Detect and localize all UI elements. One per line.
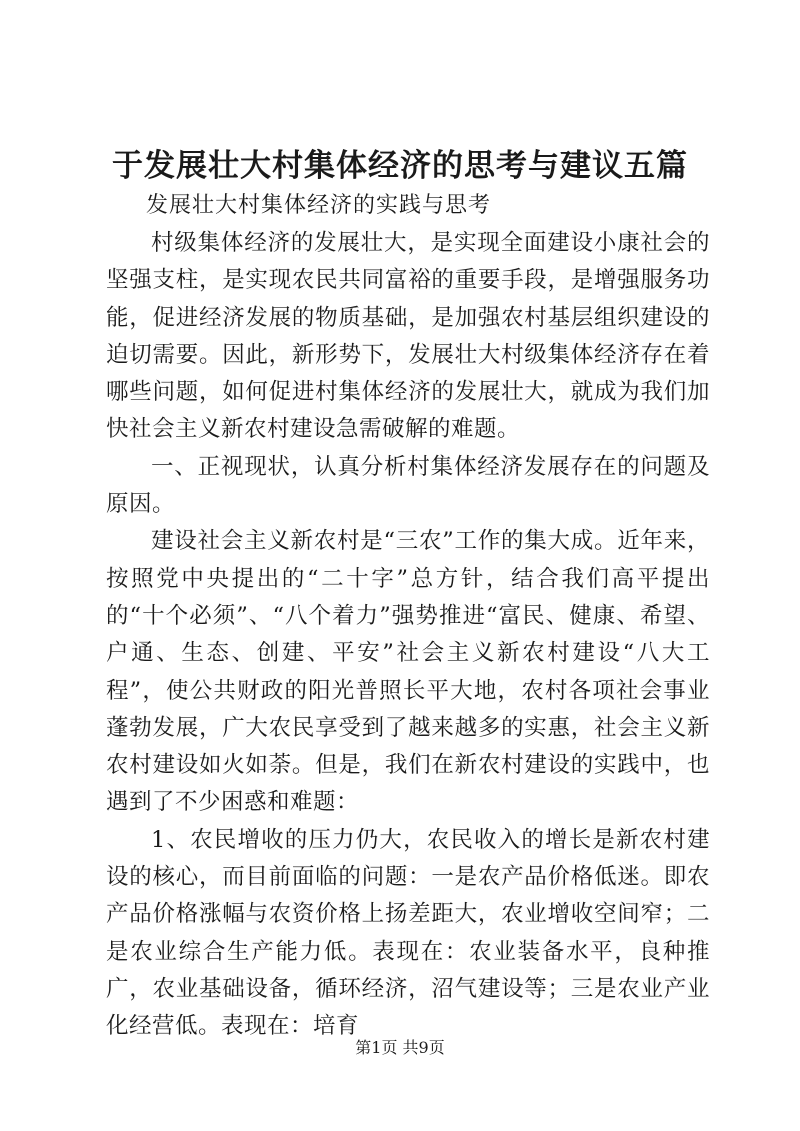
document-subtitle: 发展壮大村集体经济的实践与思考	[146, 193, 492, 218]
document-title: 于发展壮大村集体经济的思考与建议五篇	[112, 148, 688, 184]
page-number-footer: 第1页 共9页	[355, 1038, 445, 1057]
document-body	[106, 225, 710, 1046]
section-heading: 一、正视现状，认真分析村集体经济发展存在的问题及原因。	[106, 453, 710, 518]
paragraph-point-1: 1、农民增收的压力仍大，农民收入的增长是新农村建设的核心，而目前面临的问题：一是农产品价格低迷。即农产品价格涨幅与农资价格上扬差距大，农业增收空间窄；二是农业综合生产能力低。表现在：农业装备水平，良种推广，农业基础设备，循环经济，沼气建设等；三是农业产业化经营低。表现在：培育	[106, 826, 710, 1040]
paragraph-intro: 村级集体经济的发展壮大，是实现全面建设小康社会的坚强支柱，是实现农民共同富裕的重要手段，是增强服务功能，促进经济发展的物质基础，是加强农村基层组织建设的迫切需要。因此，新形势下，发展壮大村级集体经济存在着哪些问题，如何促进村集体经济的发展壮大，就成为我们加快社会主义新农村建设急需破解的难题。	[106, 230, 710, 443]
paragraph-background: 建设社会主义新农村是“三农”工作的集大成。近年来，按照党中央提出的“二十字”总方针，结合我们高平提出的“十个必须”、“八个着力”强势推进“富民、健康、希望、户通、生态、创建、平安”社会主义新农村建设“八大工程”，使公共财政的阳光普照长平大地，农村各项社会事业蓬勃发展，广大农民享受到了越来越多的实惠，社会主义新农村建设如火如荼。但是，我们在新农村建设的实践中，也遇到了不少困惑和难题：	[106, 528, 710, 816]
